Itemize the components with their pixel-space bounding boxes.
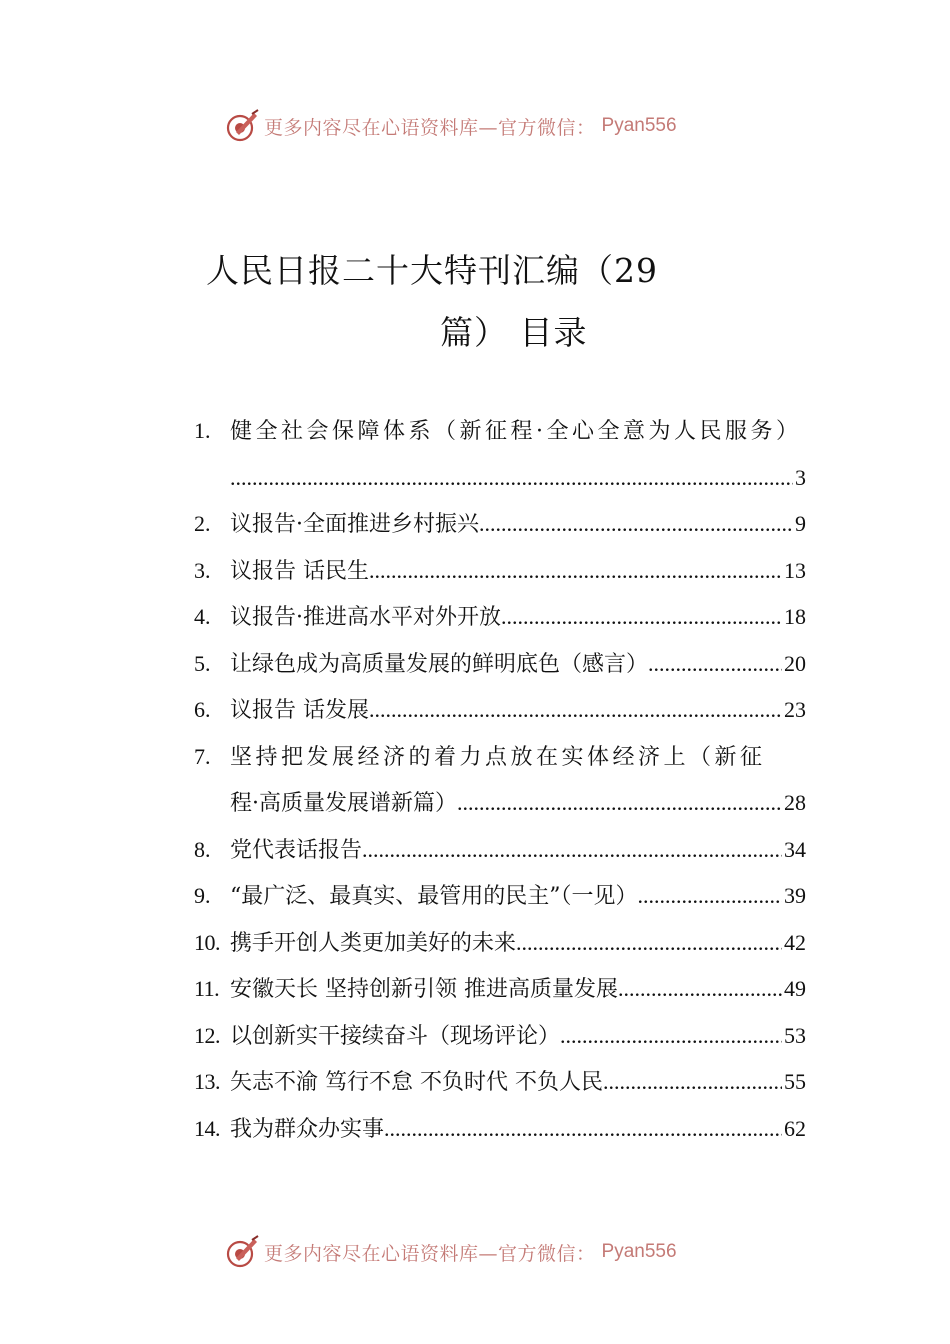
toc-page-number: 53 [784,1022,806,1048]
toc-number: 9. [194,883,211,908]
toc-page-number: 13 [784,557,806,583]
toc-page-number: 28 [784,790,806,815]
toc-number: 12. [194,1022,220,1048]
toc-title: 议报告 话发展 [230,698,369,723]
toc-page-number: 49 [784,976,806,1001]
toc-number: 3. [194,557,211,583]
toc-item[interactable] [194,501,806,548]
toc-title: 安徽天长 坚持创新引领 推进高质量发展 [230,977,618,1002]
document-title [206,240,766,364]
watermark-top [224,108,744,144]
toc-item[interactable] [194,594,806,641]
toc-leader [560,1013,782,1060]
toc-number: 11. [194,976,220,1001]
toc-leader [384,1106,782,1153]
toc-title-continued: 程·高质量发展谱新篇） [230,791,457,816]
toc-item[interactable] [194,966,806,1013]
toc-title: 矢志不渝 笃行不怠 不负时代 不负人民 [230,1070,603,1095]
toc-number: 4. [194,604,211,629]
toc-leader [501,594,782,641]
quill-logo-icon [224,1234,260,1270]
toc-title: 携手开创人类更加美好的未来 [230,930,517,956]
toc-item[interactable] [194,1106,806,1153]
toc-leader [603,1059,782,1106]
toc-page-number: 39 [784,883,806,908]
toc-page-number: 20 [784,650,806,676]
toc-leader [479,501,793,548]
toc-page-number: 42 [784,929,806,955]
toc-page-number: 3 [795,464,806,490]
watermark-text: 更多内容尽在心语资料库—官方微信： [264,1242,596,1265]
toc-item[interactable] [194,1059,806,1106]
toc-leader [369,687,782,734]
toc-leader [618,966,782,1013]
quill-logo-icon [224,108,260,144]
toc-number: 6. [194,697,211,722]
toc-title: 我为群众办实事 [230,1116,385,1142]
toc-number: 14. [194,1115,220,1141]
toc-item[interactable] [194,734,806,827]
toc-leader [516,920,782,967]
toc-title: 议报告·推进高水平对外开放 [230,605,501,630]
toc-title: 议报告·全面推进乡村振兴 [230,512,479,537]
toc-number: 2. [194,511,211,536]
watermark-wechat-id: Pyan556 [601,115,677,136]
toc-item[interactable] [194,548,806,595]
toc-title: 议报告 话民生 [230,558,369,584]
toc-leader [648,641,782,688]
toc-item[interactable] [194,920,806,967]
toc-leader [369,548,782,595]
table-of-contents [194,408,806,1152]
toc-item[interactable] [194,827,806,874]
toc-item[interactable] [194,1013,806,1060]
toc-number: 1. [194,418,211,443]
watermark-bottom [224,1234,744,1270]
toc-title: “最广泛、最真实、最管用的民主”（一见） [230,884,638,909]
toc-title: 坚持把发展经济的着力点放在实体经济上（新征 [230,744,766,770]
toc-number: 5. [194,650,211,676]
toc-number: 10. [194,929,220,955]
toc-number: 8. [194,836,211,862]
toc-leader [362,827,782,874]
toc-page-number: 18 [784,604,806,629]
toc-title: 让绿色成为高质量发展的鲜明底色（感言） [230,651,649,677]
toc-page-number: 9 [795,511,806,536]
toc-page-number: 62 [784,1115,806,1141]
toc-number: 13. [194,1069,220,1094]
toc-item[interactable] [194,641,806,688]
toc-leader [230,455,793,502]
toc-number: 7. [194,743,211,769]
toc-page-number: 34 [784,836,806,862]
toc-item[interactable] [194,873,806,920]
watermark-text: 更多内容尽在心语资料库—官方微信： [264,116,596,139]
toc-item[interactable] [194,687,806,734]
toc-title: 以创新实干接续奋斗（现场评论） [230,1023,561,1049]
toc-page-number: 55 [784,1069,806,1094]
title-line-2: 篇） 目录 [440,313,588,352]
toc-title: 健全社会保障体系（新征程·全心全意为人民服务） [230,419,802,444]
toc-leader [457,780,782,827]
toc-item[interactable] [194,408,806,501]
toc-page-number: 23 [784,697,806,722]
title-line-1: 人民日报二十大特刊汇编（29 [206,251,658,290]
toc-title: 党代表话报告 [230,837,363,863]
watermark-wechat-id: Pyan556 [601,1241,677,1262]
toc-leader [638,873,783,920]
